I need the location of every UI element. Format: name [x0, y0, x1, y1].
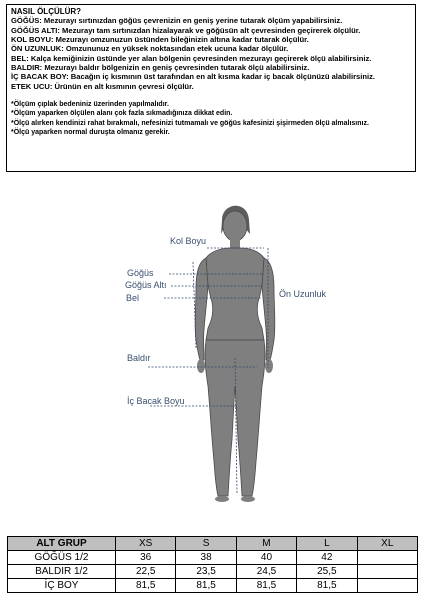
guide-line-text: Bacağın iç kısmının üst tarafından en alt kısma kadar iç bacak ölçünüzü alabilirsiniz. [68, 72, 376, 82]
measurement-guide [6, 4, 416, 172]
label-ic-bacak-boyu: İç Bacak Boyu [127, 396, 185, 406]
guide-line-key: KOL BOYU: [11, 35, 54, 45]
guide-note: *Ölçüm yaparken ölçülen alanı çok fazla sıkmadığınıza dikkat edin. [11, 110, 233, 118]
table-row [8, 565, 418, 579]
torso-shape [206, 248, 264, 340]
table-cell: 42 [297, 551, 357, 565]
guide-line-key: ÖN UZUNLUK: [11, 44, 64, 54]
guide-line [11, 72, 411, 81]
guide-line-key: BEL: [11, 53, 29, 63]
table-cell [357, 565, 417, 579]
guide-line-key: İÇ BACAK BOY: [11, 72, 69, 82]
guide-note: *Ölçüm çıplak bedeniniz üzerinden yapılmalıdır. [11, 101, 169, 109]
guide-line [11, 63, 411, 72]
label-on-uzunluk: Ön Uzunluk [279, 289, 327, 299]
size-table-header-row [8, 537, 418, 551]
header-cell: XL [357, 537, 417, 551]
left-foot-shape [215, 496, 229, 502]
table-cell: 25,5 [297, 565, 357, 579]
guide-line-text: Mezurayı baldır bölgenizin en geniş çevresinden tutarak ölçü alabilirsiniz. [42, 63, 310, 73]
label-bel: Bel [126, 293, 140, 303]
label-gogus-alti: Göğüs Altı [125, 280, 167, 290]
guide-title: NASIL ÖLÇÜLÜR? [11, 7, 82, 16]
guide-line-text: Ürünün en alt kısmının çevresi ölçülür. [52, 81, 194, 91]
header-cell: M [236, 537, 296, 551]
table-cell: 40 [236, 551, 296, 565]
table-cell: 24,5 [236, 565, 296, 579]
table-cell: 81,5 [176, 579, 236, 593]
row-label: GÖĞÜS 1/2 [8, 551, 116, 565]
right-foot-shape [241, 496, 255, 502]
guide-line [11, 44, 411, 53]
header-cell: XS [116, 537, 176, 551]
table-cell: 81,5 [116, 579, 176, 593]
guide-note: *Ölçü yaparken normal duruşta olmanız gerekir. [11, 128, 170, 136]
size-table [7, 536, 418, 593]
table-cell: 81,5 [297, 579, 357, 593]
neck-shape [230, 239, 240, 249]
header-cell: S [176, 537, 236, 551]
guide-line [11, 26, 411, 35]
guide-line-text: Kalça kemiğinizin üstünde yer alan bölgenin çevresinden mezurayı geçirerek ölçü alabilirsiniz. [28, 53, 372, 63]
table-cell [357, 551, 417, 565]
left-hand-shape [197, 359, 205, 373]
header-cell: ALT GRUP [8, 537, 116, 551]
guide-line [11, 82, 411, 91]
table-cell: 23,5 [176, 565, 236, 579]
label-kol-boyu: Kol Boyu [170, 236, 207, 246]
guide-line-key: GÖĞÜS ALTI: [11, 25, 60, 35]
right-hand-shape [265, 359, 273, 373]
guide-lines [11, 16, 411, 91]
guide-note: *Ölçü alırken kendinizi rahat bırakmalı, nefesinizi tutmamalı ve göğüs kafesinizi şişirmeden ölçü almalısınız. [11, 119, 369, 127]
row-label: BALDIR 1/2 [8, 565, 116, 579]
guide-line-text: Mezurayı omzunuzun üstünden bileğinizin altına kadar tutarak ölçülür. [53, 35, 309, 45]
guide-line-text: Mezurayı sırtınızdan göğüs çevrenizin en geniş yerine tutarak ölçüm yapabilirsiniz. [41, 16, 343, 26]
table-cell: 38 [176, 551, 236, 565]
table-cell: 81,5 [236, 579, 296, 593]
head-shape [223, 211, 247, 241]
table-row [8, 579, 418, 593]
body-figure-illustration [0, 190, 424, 520]
guide-line [11, 35, 411, 44]
guide-line-text: Omzununuz en yüksek noktasından etek ucuna kadar ölçülür. [63, 44, 289, 54]
guide-line [11, 54, 411, 63]
table-cell: 36 [116, 551, 176, 565]
label-baldir: Baldır [127, 353, 151, 363]
header-cell: L [297, 537, 357, 551]
guide-line-key: GÖĞÜS: [11, 16, 42, 26]
table-row [8, 551, 418, 565]
guide-notes [11, 100, 411, 137]
guide-line [11, 16, 411, 25]
guide-line-key: BALDIR: [11, 63, 43, 73]
table-cell: 22,5 [116, 565, 176, 579]
body-figure [0, 190, 424, 520]
row-label: İÇ BOY [8, 579, 116, 593]
label-gogus: Göğüs [127, 268, 154, 278]
guide-line-key: ETEK UCU: [11, 81, 53, 91]
guide-line-text: Mezurayı tam sırtınızdan hizalayarak ve göğüsün alt çevresinden geçirerek ölçülür. [59, 25, 361, 35]
table-cell [357, 579, 417, 593]
